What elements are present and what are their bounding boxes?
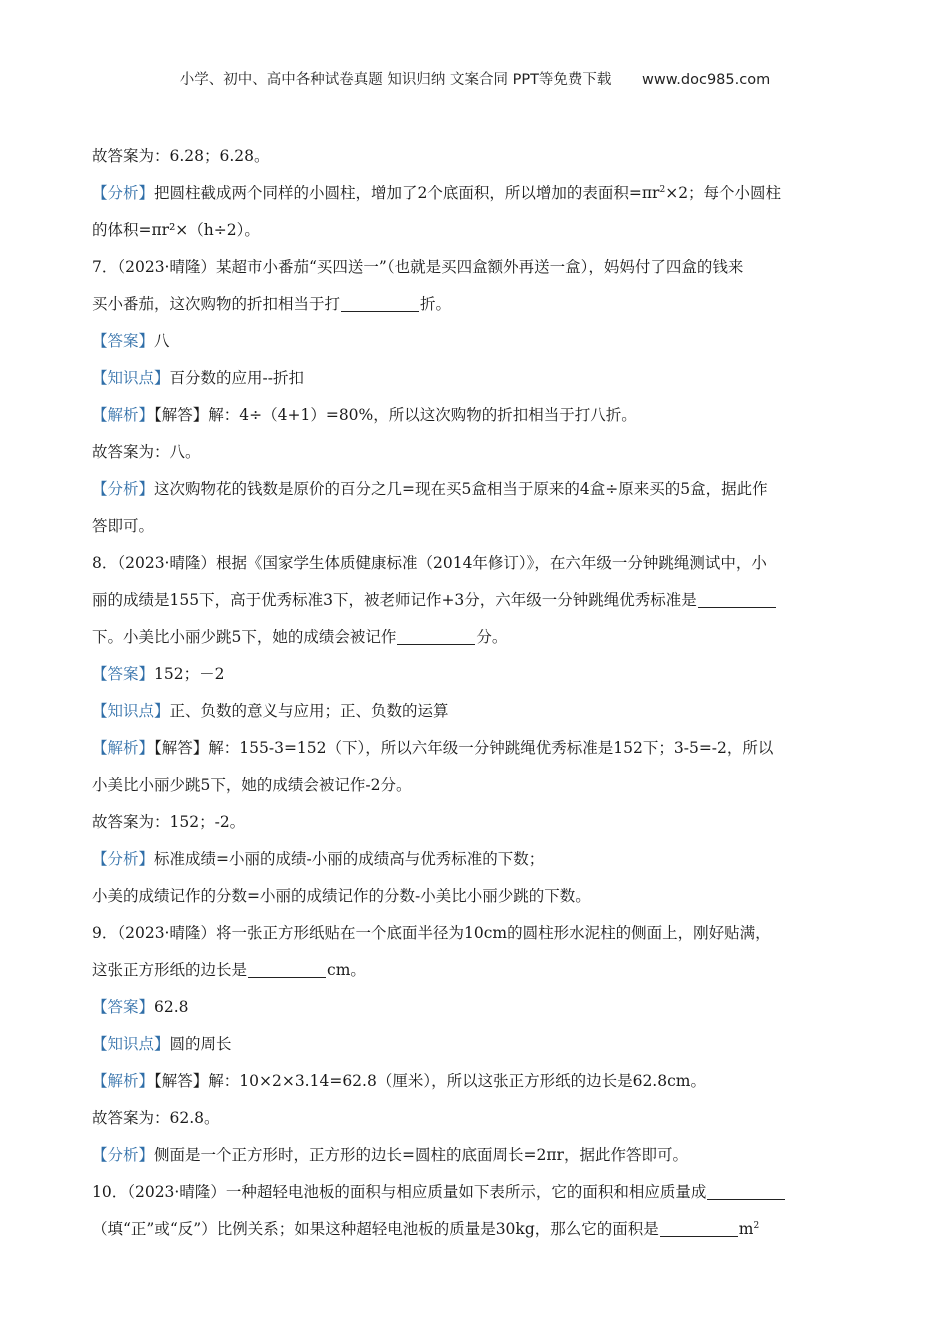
q8-answer-blank-2 bbox=[397, 627, 475, 645]
q9-knowledge-point: 【知识点】圆的周长 bbox=[92, 1035, 232, 1053]
analysis-tag: 【分析】 bbox=[92, 184, 155, 202]
q7-knowledge-point: 【知识点】百分数的应用--折扣 bbox=[92, 369, 304, 387]
q8-analysis-line-1: 【分析】标准成绩=小丽的成绩-小丽的成绩高与优秀标准的下数； bbox=[92, 850, 545, 868]
q10-answer-blank-1 bbox=[707, 1182, 785, 1200]
q7-question-line-2: 买小番茄，这次购物的折扣相当于打 折。 bbox=[92, 295, 452, 313]
header-text: 小学、初中、高中各种试卷真题 知识归纳 文案合同 PPT等免费下载 bbox=[179, 72, 612, 88]
q6-analysis-line-1: 【分析】把圆柱截成两个同样的小圆柱，增加了2个底面积，所以增加的表面积$=\pi r^2\times 2$；每个小圆柱 bbox=[92, 184, 782, 202]
q8-question-line-2: 丽的成绩是155下，高于优秀标准3下，被老师记作+3分，六年级一分钟跳绳优秀标准是 bbox=[92, 582, 862, 619]
q7-question-line-1: 7．（2023·晴隆）某超市小番茄“买四送一”（也就是买四盒额外再送一盒），妈妈付了四盒的钱来 bbox=[92, 258, 744, 276]
q9-question-line-1: 9．（2023·晴隆）将一张正方形纸贴在一个底面半径为10cm的圆柱形水泥柱的侧面上，刚好贴满， bbox=[92, 924, 771, 942]
q9-answer: 【答案】62.8 bbox=[92, 998, 189, 1016]
page-header bbox=[0, 68, 950, 89]
explanation-tag: 【解析】 bbox=[92, 406, 155, 424]
q7-answer: 【答案】八 bbox=[92, 332, 170, 350]
explanation-tag: 【解析】 bbox=[92, 739, 155, 757]
header-site-link[interactable]: www.doc985.com bbox=[642, 72, 771, 88]
answer-tag: 【答案】 bbox=[92, 332, 155, 350]
q10-question-line-1: 10．（2023·晴隆）一种超轻电池板的面积与相应质量如下表所示，它的面积和相应质量成 bbox=[92, 1174, 862, 1211]
q8-answer: 【答案】152；－2 bbox=[92, 665, 225, 683]
q9-question-line-2: 这张正方形纸的边长是 cm。 bbox=[92, 961, 366, 979]
explanation-tag: 【解析】 bbox=[92, 1072, 155, 1090]
q10-question-line-2: （填“正”或“反”）比例关系；如果这种超轻电池板的质量是30kg，那么它的面积是 $m^2$ bbox=[92, 1220, 760, 1238]
analysis-tag: 【分析】 bbox=[92, 850, 155, 868]
analysis-tag: 【分析】 bbox=[92, 480, 155, 498]
q8-question-line-3: 下。小美比小丽少跳5下，她的成绩会被记作 分。 bbox=[92, 628, 508, 646]
q9-analysis: 【分析】侧面是一个正方形时，正方形的边长=圆柱的底面周长=2πr，据此作答即可。 bbox=[92, 1146, 688, 1164]
answer-tag: 【答案】 bbox=[92, 665, 155, 683]
q9-explanation: 【解析】【解答】解：10×2×3.14=62.8（厘米），所以这张正方形纸的边长是62.8cm。 bbox=[92, 1072, 706, 1090]
knowledge-tag: 【知识点】 bbox=[92, 369, 170, 387]
q7-analysis-line-2: 答即可。 bbox=[92, 517, 155, 535]
analysis-tag: 【分析】 bbox=[92, 1146, 155, 1164]
q8-knowledge-point: 【知识点】正、负数的意义与应用；正、负数的运算 bbox=[92, 702, 449, 720]
q8-final-answer: 故答案为：152；-2。 bbox=[92, 813, 246, 831]
q6-analysis-line-2: 的体积=πr²×（h÷2）。 bbox=[92, 221, 260, 239]
q7-final-answer: 故答案为：八。 bbox=[92, 443, 201, 461]
q7-analysis-line-1: 【分析】这次购物花的钱数是原价的百分之几=现在买5盒相当于原来的4盒÷原来买的5盒，据此作 bbox=[92, 480, 768, 498]
q8-explanation-line-1: 【解析】【解答】解：155-3=152（下），所以六年级一分钟跳绳优秀标准是152下；3-5=-2，所以 bbox=[92, 739, 774, 757]
document-body bbox=[92, 138, 862, 1248]
q8-question-line-1: 8．（2023·晴隆）根据《国家学生体质健康标准（2014年修订）》，在六年级一分钟跳绳测试中，小 bbox=[92, 554, 767, 572]
q6-answer-line: 故答案为：6.28；6.28。 bbox=[92, 147, 270, 165]
q7-answer-blank bbox=[341, 294, 419, 312]
q8-explanation-line-2: 小美比小丽少跳5下，她的成绩会被记作-2分。 bbox=[92, 776, 412, 794]
q8-answer-blank-1 bbox=[698, 590, 776, 608]
q7-explanation: 【解析】【解答】解：4÷（4+1）=80%，所以这次购物的折扣相当于打八折。 bbox=[92, 406, 637, 424]
answer-tag: 【答案】 bbox=[92, 998, 155, 1016]
q9-final-answer: 故答案为：62.8。 bbox=[92, 1109, 220, 1127]
knowledge-tag: 【知识点】 bbox=[92, 1035, 170, 1053]
q9-answer-blank bbox=[248, 960, 326, 978]
q8-analysis-line-2: 小美的成绩记作的分数=小丽的成绩记作的分数-小美比小丽少跳的下数。 bbox=[92, 887, 591, 905]
q10-answer-blank-2 bbox=[660, 1219, 738, 1237]
knowledge-tag: 【知识点】 bbox=[92, 702, 170, 720]
